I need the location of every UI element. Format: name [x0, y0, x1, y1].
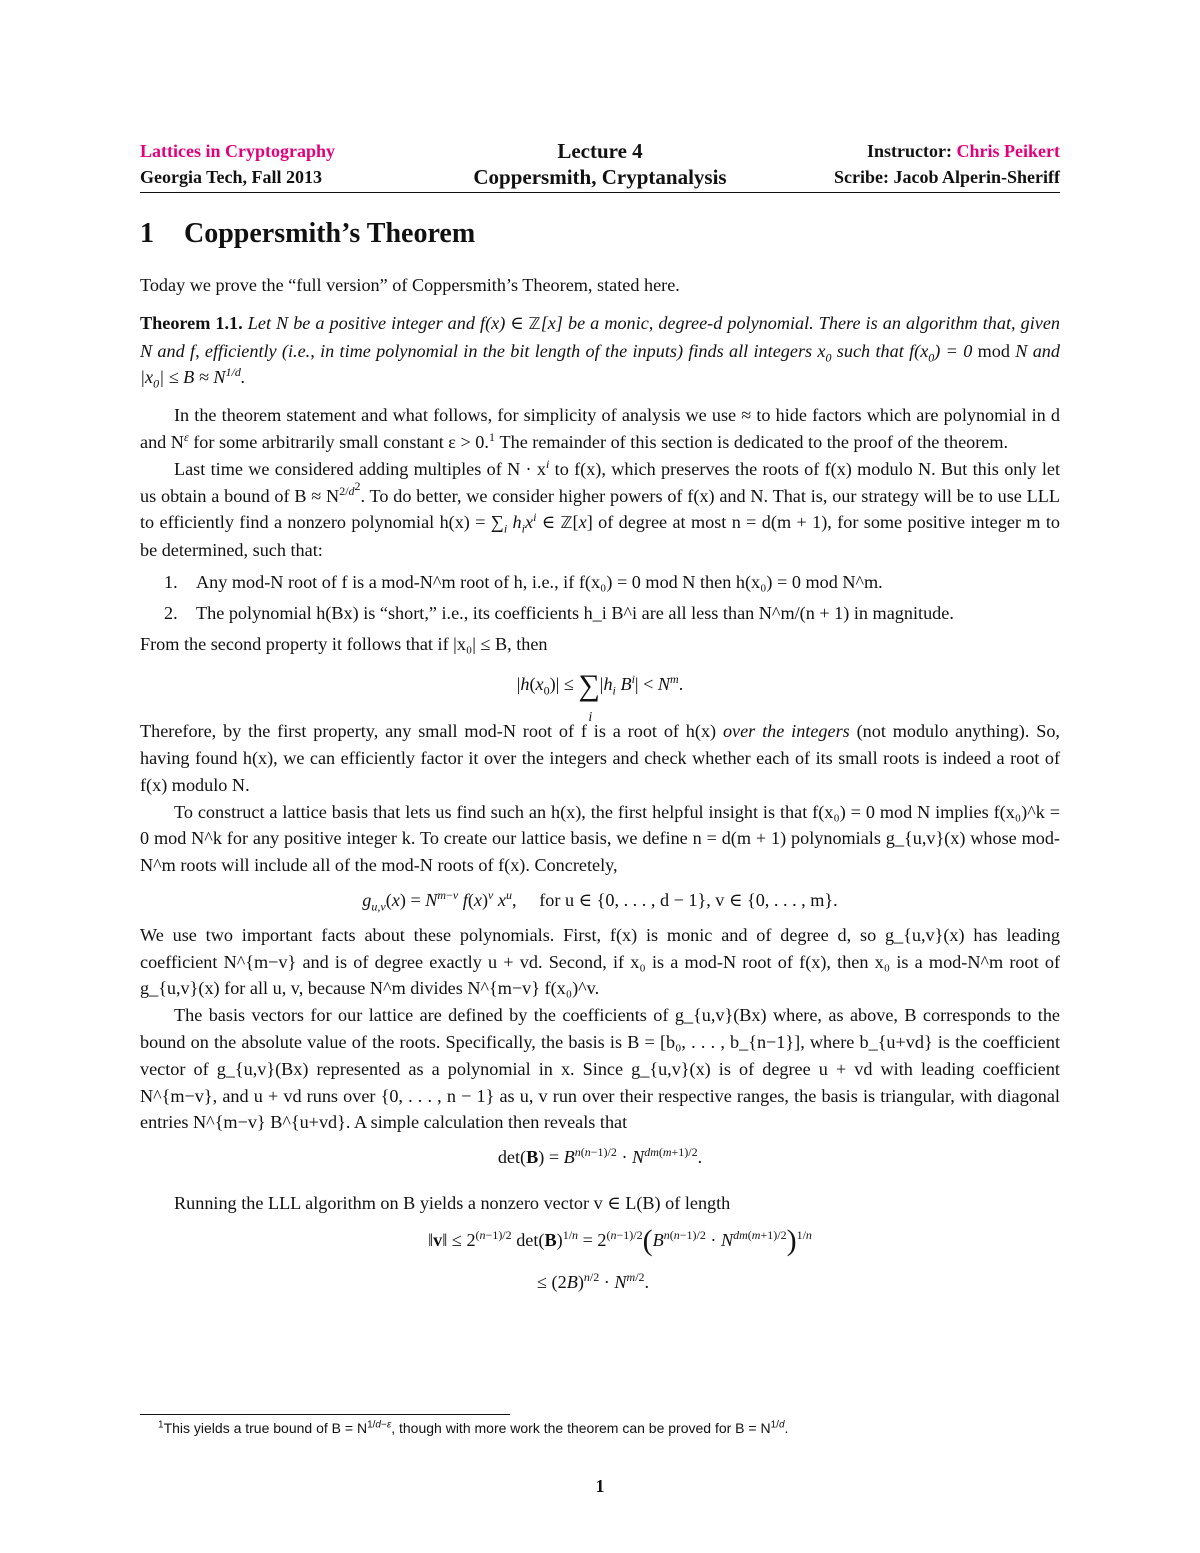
instructor-label: Instructor: [867, 141, 953, 161]
institution: Georgia Tech, Fall 2013 [140, 167, 322, 187]
paragraph-construct: To construct a lattice basis that lets us find such an h(x), the first helpful insight is that f(x₀) = 0 mod N implies f(x₀)^k = 0 mod N^k for any positive integer k. To create our lattice basis, we define n = d(m + 1) polynomials g_{u,v}(x) whose mod-N^m roots will include all of the mod-N roots of f(x). Concretely, [140, 801, 1060, 876]
equation-det: $\det(B) = B^{n(n-1)/2} \cdot N^{dm(m+1)/2}$. [497, 1145, 703, 1168]
scribe: Scribe: Jacob Alperin-Sheriff [834, 167, 1060, 187]
paragraph-basis: The basis vectors for our lattice are defined by the coefficients of g_{u,v}(Bx) where, as above, B corresponds to the bound on the absolute value of the roots. Specifically, the basis is B = [b₀, . . . , b_{n−1}], where b_{u+vd} is the coefficient vector of g_{u,v}(Bx) represented as a polynomial in x. Since g_{u,v}(x) is of degree u + vd with leading coefficient N^{m−v}, and u + vd runs over {0, . . . , n − 1} as u, v run over their respective ranges, the basis is triangular, with diagonal entries N^{m−v} B^{u+vd}. A simple calculation then reveals that [140, 1005, 1060, 1133]
header-right [834, 138, 1060, 190]
footnote: $^1$This yields a true bound of $B = N^{1/d-\varepsilon}$, though with more work the theorem can be proved for $B = N^{1/d}$. [158, 1419, 789, 1436]
header-rule [140, 192, 1060, 193]
body-text [140, 272, 1060, 1305]
theorem-sentence: There is an algorithm that, given N and f, efficiently (i.e., in time polynomial in the bit length of the inputs) finds all [140, 312, 1060, 361]
footnote-rule [140, 1414, 510, 1415]
property-list [140, 569, 1060, 627]
course-title: Lattices in Cryptography [140, 141, 335, 161]
section-heading [140, 218, 475, 250]
paragraph-strategy: Last time we considered adding multiples of $N \cdot x^i$ to f(x), which preserves the roots of f(x) modulo N. But this only let us obtain a bound of $B \approx N^{2/d^2}$. To do better, we consider higher powers of f(x) and N. That is, our strategy will be to use LLL to efficiently find a nonzero polynomial $h(x) = \sum_i$ $h_ix^i$ ∈ ℤ[x] of degree at most n = d(m + 1), for some positive integer m to be determined, such that: [140, 456, 1061, 561]
lecture-topic: Coppersmith, Cryptanalysis [473, 165, 727, 189]
section-number: 1 [140, 218, 154, 249]
paragraph-running: Running the LLL algorithm on B yields a nonzero vector v ∈ L(B) of length [174, 1192, 731, 1213]
equation-gdef: $g_{u,v}(x) = N^{m-v}$ $f(x)^v$ $x^u$, for u ∈ {0, . . . , d − 1}, v ∈ {0, . . . , m}. [362, 887, 838, 914]
page-number: 1 [595, 1476, 605, 1496]
paragraph-therefore: Therefore, by the first property, any small mod-N root of f is a root of h(x) over the integers (not modulo anything). So, having found h(x), we can efficiently factor it over the integers and check whether each of its small roots is indeed a root of f(x) modulo N. [140, 721, 1060, 795]
theorem-label: Theorem 1.1. [140, 312, 243, 333]
equation-bound: $|h(x_0)|$ ≤ ∑ i $|h_i$ $B^i| < N^m$. [516, 669, 684, 726]
instructor-line [834, 138, 1060, 164]
second-property-line: From the second property it follows that if |x₀| ≤ B, then [140, 633, 548, 654]
theorem-1-1: Theorem 1.1. Let N be a positive integer and f(x) ∈ ℤ[x] be a monic, degree-d polynomial. There is an algorithm that, given N and f, efficiently (i.e., in time polynomial in the bit length of the inputs) finds all integers $x_0$ such that $f(x_0) = 0$ mod N and $|x_0| \le B \approx N^{1/d}$. [140, 312, 1060, 392]
lecture-header [140, 138, 1060, 194]
equation-norm: ‖v‖ ≤ $2^{(n-1)/2}$ $\det(B)^{1/n} = 2^{(n-1)/2}(B^{n(n-1)/2} \cdot N^{dm(m+1)/2})^{1/n}$ ≤ $(2B)^{n/2} \cdot N^{m/2}$. [428, 1223, 812, 1292]
paragraph-approx: In the theorem statement and what follows, for simplicity of analysis we use ≈ to hide factors which are polynomial in d and $N^\varepsilon$ for some arbitrarily small constant ε > 0.$^1$ The remainder of this section is dedicated to the proof of the theorem. [140, 405, 1060, 452]
section-title: Coppersmith’s Theorem [184, 218, 476, 249]
list-item: 2. The polynomial h(Bx) is “short,” i.e., its coefficients h_i B^i are all less than N^m/(n + 1) in magnitude. [164, 602, 954, 623]
intro-paragraph: Today we prove the “full version” of Coppersmith’s Theorem, stated here. [140, 275, 680, 295]
instructor-name: Chris Peikert [956, 141, 1060, 161]
list-item: 1. Any mod-N root of f is a mod-N^m root of h, i.e., if f(x₀) = 0 mod N then h(x₀) = 0 mod N^m. [164, 571, 883, 592]
paragraph-two-facts: We use two important facts about these polynomials. First, f(x) is monic and of degree d, so g_{u,v}(x) has leading coefficient N^{m−v} and is of degree exactly u + vd. Second, if x₀ is a mod-N root of f(x), then x₀ is a mod-N^m root of g_{u,v}(x) for all u, v, because N^m divides N^{m−v} f(x₀)^v. [140, 924, 1060, 999]
lecture-number: Lecture 4 [557, 139, 643, 163]
